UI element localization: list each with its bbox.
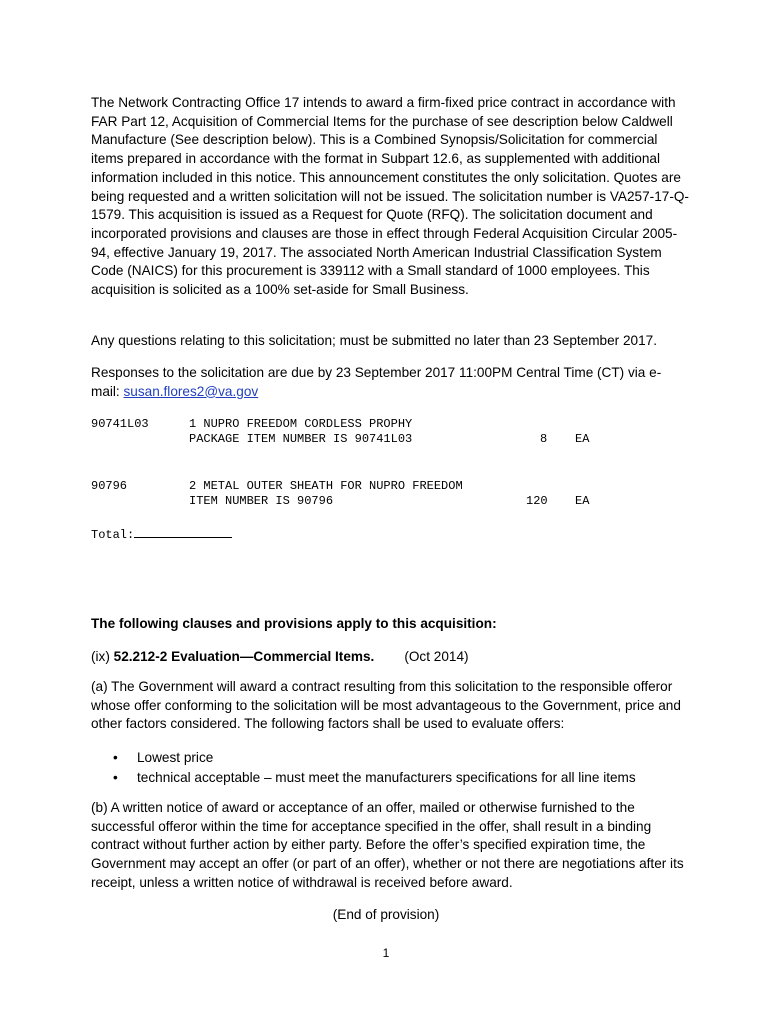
list-item: [91, 768, 636, 788]
bullet-icon: •: [113, 750, 118, 765]
item-unit: EA: [575, 494, 590, 508]
end-of-provision: (End of provision): [332, 907, 440, 922]
item-unit: EA: [575, 432, 590, 446]
total-blank-line: [134, 525, 232, 538]
clause-ix-title: 52.212-2 Evaluation—Commercial Items.: [113, 649, 375, 664]
paragraph-a: (a) The Government will award a contract resulting from this solicitation to the responsible offeror whose offer conforming to the solicitation will be most advantageous to the Government, price and other factors considered. The following factors shall be used to evaluate offers:: [91, 679, 681, 732]
intro-paragraph: The Network Contracting Office 17 intends to award a firm-fixed price contract in accordance with FAR Part 12, Acquisition of Commercial Items for the purchase of see description below Caldwell Manufacture (See description below). This is a Combined Synopsis/Solicitation for commercial items prepared in accordance with the format in Subpart 12.6, as supplemented with additional information included in this notice. This announcement constitutes the only solicitation. Quotes are being requested and a written solicitation will not be issued. The solicitation number is VA257-17-Q-1579. This acquisition is issued as a Request for Quote (RFQ). The solicitation document and incorporated provisions and clauses are those in effect through Federal Acquisition Circular 2005-94, effective January 19, 2017. The associated North American Industrial Classification System Code (NAICS) for this procurement is 339112 with a Small standard of 1000 employees. This acquisition is solicited as a 100% set-aside for Small Business.: [91, 95, 689, 298]
list-item-text: technical acceptable – must meet the manufacturers specifications for all line items: [137, 769, 636, 785]
questions-paragraph: Any questions relating to this solicitation; must be submitted no later than 23 September 2017.: [91, 333, 657, 348]
item-description-line1: 2 METAL OUTER SHEATH FOR NUPRO FREEDOM: [189, 479, 463, 493]
list-item-text: Lowest price: [137, 750, 214, 765]
item-quantity: 120: [526, 494, 548, 508]
item-description-line1: 1 NUPRO FREEDOM CORDLESS PROPHY: [189, 417, 413, 431]
item-number: 90796: [91, 479, 128, 493]
responses-text: Responses to the solicitation are due by 23 September 2017 11:00PM Central Time (CT) via e-mail:: [91, 365, 662, 399]
clause-ix: [91, 648, 691, 667]
list-item: [91, 748, 636, 768]
evaluation-factors-list: [91, 748, 636, 787]
total-row: [91, 525, 232, 543]
email-link[interactable]: susan.flores2@va.gov: [123, 383, 259, 399]
clauses-heading: The following clauses and provisions apply to this acquisition:: [91, 616, 497, 631]
clause-ix-date: (Oct 2014): [404, 649, 469, 664]
page-number: 1: [382, 946, 390, 960]
clause-ix-prefix: (ix): [91, 649, 114, 664]
item-description-line2: ITEM NUMBER IS 90796: [189, 494, 334, 508]
bullet-icon: •: [113, 769, 118, 785]
paragraph-b: (b) A written notice of award or acceptance of an offer, mailed or otherwise furnished to the successful offeror within the time for acceptance specified in the offer, shall result in a binding contract without further action by either party. Before the offer’s specified expiration time, the Government may accept an offer (or part of an offer), whether or not there are negotiations after its receipt, unless a written notice of withdrawal is received before award.: [91, 800, 684, 890]
item-number: 90741L03: [91, 417, 149, 431]
total-label: Total:: [91, 528, 135, 542]
item-description-line2: PACKAGE ITEM NUMBER IS 90741L03: [189, 432, 413, 446]
item-quantity: 8: [540, 432, 548, 446]
responses-paragraph: [91, 364, 686, 401]
